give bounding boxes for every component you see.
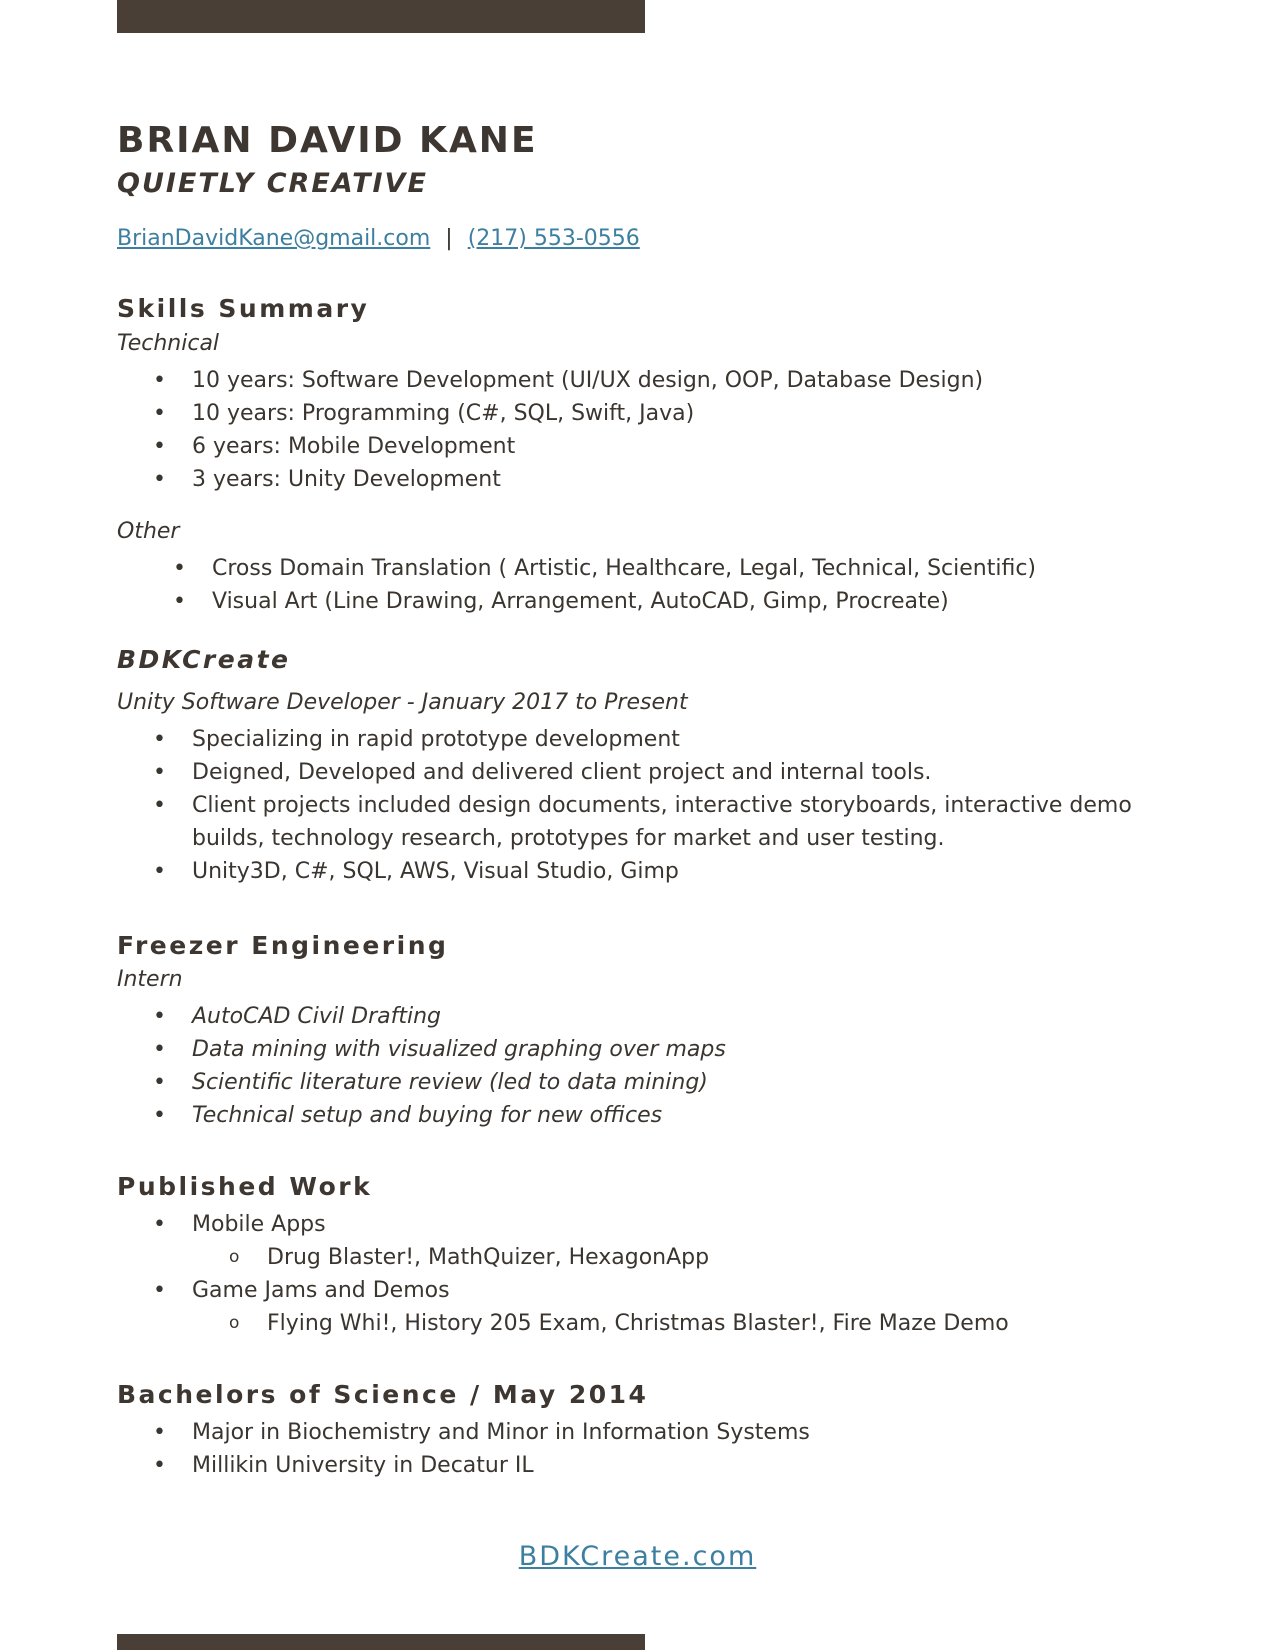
list-item: • Mobile Apps (117, 1208, 1195, 1241)
bdkcreate-heading: BDKCreate (117, 645, 291, 674)
list-item: • 6 years: Mobile Development (117, 430, 1195, 463)
tagline: QUIETLY CREATIVE (117, 168, 428, 199)
list-item: • Data mining with visualized graphing over maps (117, 1033, 1195, 1066)
education-list (117, 1416, 1195, 1482)
list-item: • 3 years: Unity Development (117, 463, 1195, 496)
person-name: BRIAN DAVID KANE (117, 120, 538, 161)
list-item: • Client projects included design documents, interactive storyboards, interactive demo builds, technology research, prototypes for market and user testing. (117, 789, 1195, 855)
contact-separator: | (445, 226, 453, 251)
bottom-decorative-bar (117, 1634, 645, 1650)
freezer-heading: Freezer Engineering (117, 931, 449, 960)
education-heading: Bachelors of Science / May 2014 (117, 1380, 649, 1409)
list-item: • Scientific literature review (led to data mining) (117, 1066, 1195, 1099)
list-item: • AutoCAD Civil Drafting (117, 1000, 1195, 1033)
other-list (117, 552, 1195, 618)
published-heading: Published Work (117, 1172, 373, 1201)
list-item: • Visual Art (Line Drawing, Arrangement, AutoCAD, Gimp, Procreate) (117, 585, 1195, 618)
list-item: • Millikin University in Decatur IL (117, 1449, 1195, 1482)
freezer-list (117, 1000, 1195, 1132)
list-item: • Specializing in rapid prototype development (117, 723, 1195, 756)
phone-link[interactable]: (217) 553-0556 (467, 226, 640, 251)
bdkcreate-role: Unity Software Developer - January 2017 to Present (117, 690, 688, 715)
mobile-apps-sublist (117, 1241, 1195, 1274)
email-link[interactable]: BrianDavidKane@gmail.com (117, 226, 431, 251)
technical-label: Technical (117, 331, 220, 356)
list-item: o Flying Whi!, History 205 Exam, Christmas Blaster!, Fire Maze Demo (117, 1307, 1195, 1340)
technical-list (117, 364, 1195, 496)
contact-line (117, 226, 1195, 251)
website-link[interactable]: BDKCreate.com (518, 1541, 757, 1572)
skills-heading: Skills Summary (117, 294, 370, 323)
other-label: Other (117, 519, 180, 544)
list-item: • 10 years: Programming (C#, SQL, Swift, Java) (117, 397, 1195, 430)
list-item: • Unity3D, C#, SQL, AWS, Visual Studio, Gimp (117, 855, 1195, 888)
top-decorative-bar (117, 0, 645, 33)
published-list-2 (117, 1274, 1195, 1307)
bdkcreate-list (117, 723, 1195, 888)
footer (0, 1541, 1275, 1572)
list-item: • 10 years: Software Development (UI/UX design, OOP, Database Design) (117, 364, 1195, 397)
freezer-role: Intern (117, 967, 183, 992)
list-item: • Cross Domain Translation ( Artistic, Healthcare, Legal, Technical, Scientific) (117, 552, 1195, 585)
list-item: o Drug Blaster!, MathQuizer, HexagonApp (117, 1241, 1195, 1274)
game-jams-sublist (117, 1307, 1195, 1340)
list-item: • Major in Biochemistry and Minor in Information Systems (117, 1416, 1195, 1449)
list-item: • Deigned, Developed and delivered client project and internal tools. (117, 756, 1195, 789)
list-item: • Game Jams and Demos (117, 1274, 1195, 1307)
list-item: • Technical setup and buying for new offices (117, 1099, 1195, 1132)
published-list (117, 1208, 1195, 1241)
